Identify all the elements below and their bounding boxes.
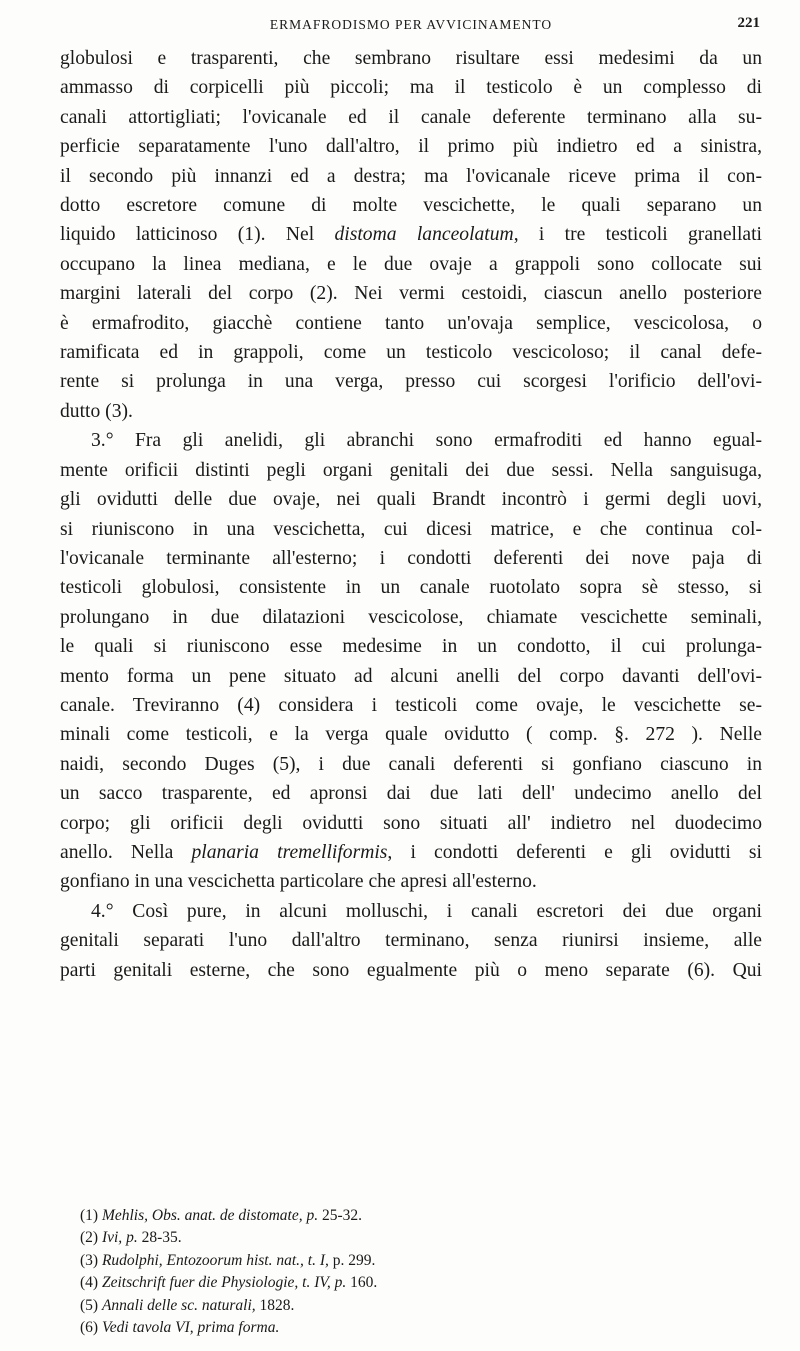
text-line: parti genitali esterne, che sono egualmente più o meno separate (6). Qui: [60, 959, 762, 981]
footnote-number: (5): [80, 1296, 99, 1314]
footnotes: [80, 1205, 760, 1339]
footnote-pages: 28-35.: [141, 1229, 182, 1247]
footnote-author: Rudolphi,: [101, 1251, 163, 1269]
footnote-number: (6): [80, 1319, 99, 1337]
footnote-work: p.: [126, 1229, 138, 1247]
footnote-pages: 25-32.: [321, 1207, 362, 1224]
text-line: corpo; gli orificii degli ovidutti sono situati all' indietro nel duodecimo: [60, 812, 762, 834]
text-line: occupano la linea mediana, e le due ovaje a grappoli sono collocate sui: [60, 253, 762, 275]
footnote: [80, 1272, 760, 1294]
text-line: margini laterali del corpo (2). Nei vermi cestoidi, ciascun anello posteriore: [60, 283, 762, 305]
footnote-number: (3): [80, 1251, 99, 1269]
text-line: prolungano in due dilatazioni vescicolose, chiamate vescichette seminali,: [60, 606, 762, 628]
running-head: [62, 14, 760, 42]
text-line: canale. Treviranno (4) considera i testicoli come ovaje, le vescichette se-: [60, 694, 762, 716]
page-number: 221: [737, 15, 760, 31]
text-line: un sacco trasparente, ed apronsi dai due lati dell' undecimo anello del: [60, 783, 762, 805]
text-line: genitali separati l'uno dall'altro terminano, senza riunirsi insieme, alle: [60, 930, 762, 952]
footnote-number: (1): [80, 1207, 99, 1224]
footnote: [80, 1205, 760, 1227]
text-line: mente orificii distinti pegli organi genitali dei due sessi. Nella sanguisuga,: [60, 459, 762, 481]
footnote-author: Vedi tavola VI, prima forma.: [101, 1319, 280, 1337]
text-line: l'ovicanale terminante all'esterno; i condotti deferenti dei nove paja di: [60, 547, 762, 569]
text-line-mixed: [60, 838, 762, 867]
footnote-author: Mehlis,: [101, 1207, 149, 1224]
text-line: testicoli globulosi, consistente in un canale ruotolato sopra sè stesso, si: [60, 577, 762, 599]
text-run: liquido latticinoso (1). Nel: [60, 224, 315, 246]
text-line: ramificata ed in grappoli, come un testicolo vescicoloso; il canal defe-: [60, 342, 762, 364]
text-line: dotto escretore comune di molte vescichette, le quali separano un: [60, 195, 762, 217]
text-line-para-start: 4.° Così pure, in alcuni molluschi, i canali escretori dei due organi: [91, 900, 762, 922]
footnote-author: Ivi,: [101, 1229, 123, 1247]
species-name: distoma lanceolatum: [334, 224, 514, 246]
text-line: naidi, secondo Duges (5), i due canali deferenti si gonfiano ciascuno in: [60, 753, 762, 775]
running-title: ERMAFRODISMO PER AVVICINAMENTO: [269, 17, 553, 32]
text-line: gonfiano in una vescichetta particolare che apresi all'esterno.: [60, 871, 537, 893]
species-name: planaria tremelliformis: [191, 841, 388, 863]
footnote-author: Annali delle sc. naturali,: [101, 1296, 256, 1314]
footnote: [80, 1250, 760, 1272]
text-line: ammasso di corpicelli più piccoli; ma il testicolo è un complesso di: [60, 77, 762, 99]
text-line: minali come testicoli, e la verga quale ovidutto ( comp. §. 272 ). Nelle: [60, 724, 762, 746]
text-line: è ermafrodito, giacchè contiene tanto un'ovaja semplice, vescicolosa, o: [60, 312, 762, 334]
footnote-pages: 160.: [350, 1274, 378, 1292]
text-line-mixed: [60, 220, 762, 249]
text-line-para-start: 3.° Fra gli anelidi, gli abranchi sono ermafroditi ed hanno egual-: [91, 430, 762, 452]
footnote-work: Entozoorum hist. nat., t. I,: [166, 1251, 329, 1269]
text-line: mento forma un pene situato ad alcuni anelli del corpo davanti dell'ovi-: [60, 665, 762, 687]
text-run: anello. Nella: [60, 841, 174, 863]
text-line: gli ovidutti delle due ovaje, nei quali Brandt incontrò i germi degli uovi,: [60, 489, 762, 511]
text-line: le quali si riuniscono esse medesime in un condotto, il cui prolunga-: [60, 636, 762, 658]
text-line: il secondo più innanzi ed a destra; ma l'ovicanale riceve prima il con-: [60, 165, 762, 187]
footnote-author: Zeitschrift fuer die Physiologie,: [101, 1274, 299, 1292]
footnote: [80, 1295, 760, 1317]
text-run: , i condotti deferenti e gli ovidutti si: [387, 841, 762, 863]
text-line: dutto (3).: [60, 400, 133, 422]
text-line: canali attortigliati; l'ovicanale ed il canale deferente terminano alla su-: [60, 106, 762, 128]
footnote: [80, 1317, 760, 1339]
footnote: [80, 1227, 760, 1249]
footnote-work: t. IV, p.: [302, 1274, 347, 1292]
footnote-pages: p. 299.: [332, 1251, 376, 1269]
text-line: globulosi e trasparenti, che sembrano risultare essi medesimi da un: [60, 48, 762, 69]
text-line: rente si prolunga in una verga, presso cui scorgesi l'orificio dell'ovi-: [60, 371, 762, 393]
footnote-number: (4): [80, 1274, 99, 1292]
text-line: si riuniscono in una vescichetta, cui dicesi matrice, e che continua col-: [60, 518, 762, 540]
footnote-number: (2): [80, 1229, 99, 1247]
footnote-pages: 1828.: [259, 1296, 295, 1314]
text-run: , i tre testicoli granellati: [513, 224, 762, 246]
footnote-work: Obs. anat. de distomate, p.: [151, 1207, 319, 1224]
body-text: [60, 44, 762, 985]
text-line: perficie separatamente l'uno dall'altro, il primo più indietro ed a sinistra,: [60, 136, 762, 158]
